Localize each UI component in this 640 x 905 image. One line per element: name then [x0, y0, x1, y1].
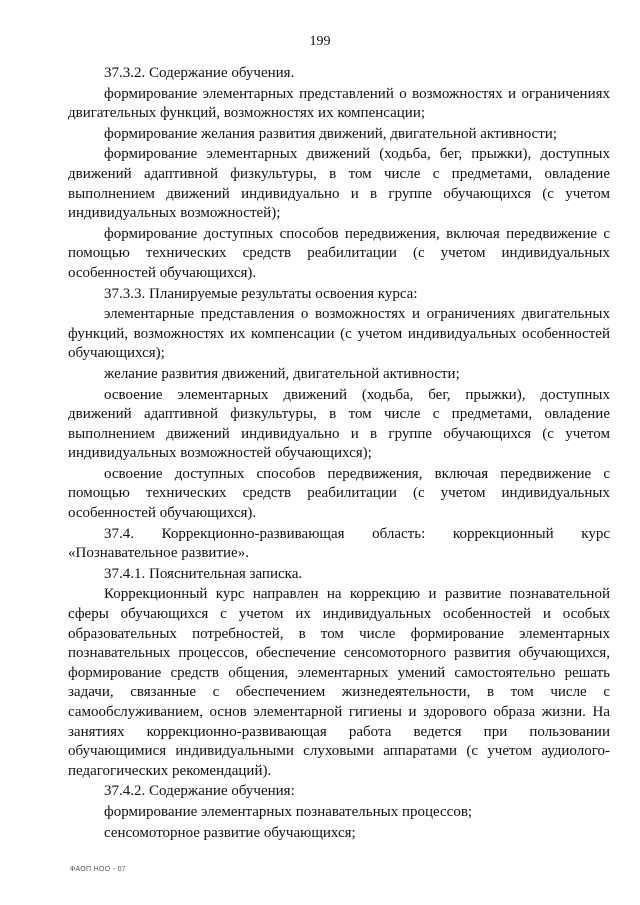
section-heading-37-4-2: 37.4.2. Содержание обучения:	[104, 783, 295, 800]
section-heading-37-4-1: 37.4.1. Пояснительная записка.	[104, 565, 303, 582]
document-body	[68, 64, 610, 843]
footer-code: ФАОП НОО - 07	[70, 866, 126, 873]
paragraph: формирование доступных способов передвижения, включая передвижение с помощью технических средств реабилитации (с учетом индивидуальных особенностей обучающихся).	[68, 225, 610, 281]
section-heading-37-3-2: 37.3.2. Содержание обучения.	[104, 65, 295, 81]
paragraph: освоение элементарных движений (ходьба, бег, прыжки), доступных движений адаптивной физкультуры, в том числе с предметами, овладение выполнением движений индивидуально и в группе обучающихся (с учетом индивидуальных возможностей обучающихся);	[68, 386, 610, 462]
paragraph: элементарные представления о возможностях и ограничениях двигательных функций, возможностях их компенсации (с учетом индивидуальных особенностей обучающихся);	[68, 306, 610, 362]
paragraph: желание развития движений, двигательной активности;	[104, 365, 460, 382]
paragraph: формирование элементарных движений (ходьба, бег, прыжки), доступных движений адаптивной физкультуры, в том числе с предметами, овладение выполнением движений индивидуально и в группе обучающихся (с учетом индивидуальных возможностей);	[68, 146, 610, 222]
paragraph: сенсомоторное развитие обучающихся;	[104, 824, 356, 841]
section-heading-37-3-3: 37.3.3. Планируемые результаты освоения курса:	[104, 285, 418, 302]
paragraph: освоение доступных способов передвижения, включая передвижение с помощью технических средств реабилитации (с учетом индивидуальных особенностей обучающихся).	[68, 465, 610, 522]
paragraph: формирование желания развития движений, двигательной активности;	[104, 125, 557, 142]
paragraph: формирование элементарных познавательных процессов;	[104, 803, 473, 820]
paragraph: формирование элементарных представлений о возможностях и ограничениях двигательных функций, возможностях их компенсации;	[68, 85, 610, 122]
section-heading-37-4: 37.4. Коррекционно-развивающая область: коррекционный курс «Познавательное развитие».	[68, 525, 610, 562]
page-number: 199	[309, 34, 331, 49]
paragraph: Коррекционный курс направлен на коррекцию и развитие познавательной сферы обучающихся с учетом их индивидуальных особенностей и особых образовательных потребностей, в том числе формирование элементарных познавательных процессов, обеспечение сенсомоторного развития обучающихся, формирование средств общения, элементарных умений самостоятельно решать задачи, связанные с обеспечением жизнедеятельности, в том числе с самообслуживанием, основ элементарной гигиены и здорового образа жизни. На занятиях коррекционно-развивающая работа ведется при пользовании обучающимися индивидуальными слуховыми аппаратами (с учетом аудиолого-педагогических рекомендаций).	[68, 586, 610, 779]
